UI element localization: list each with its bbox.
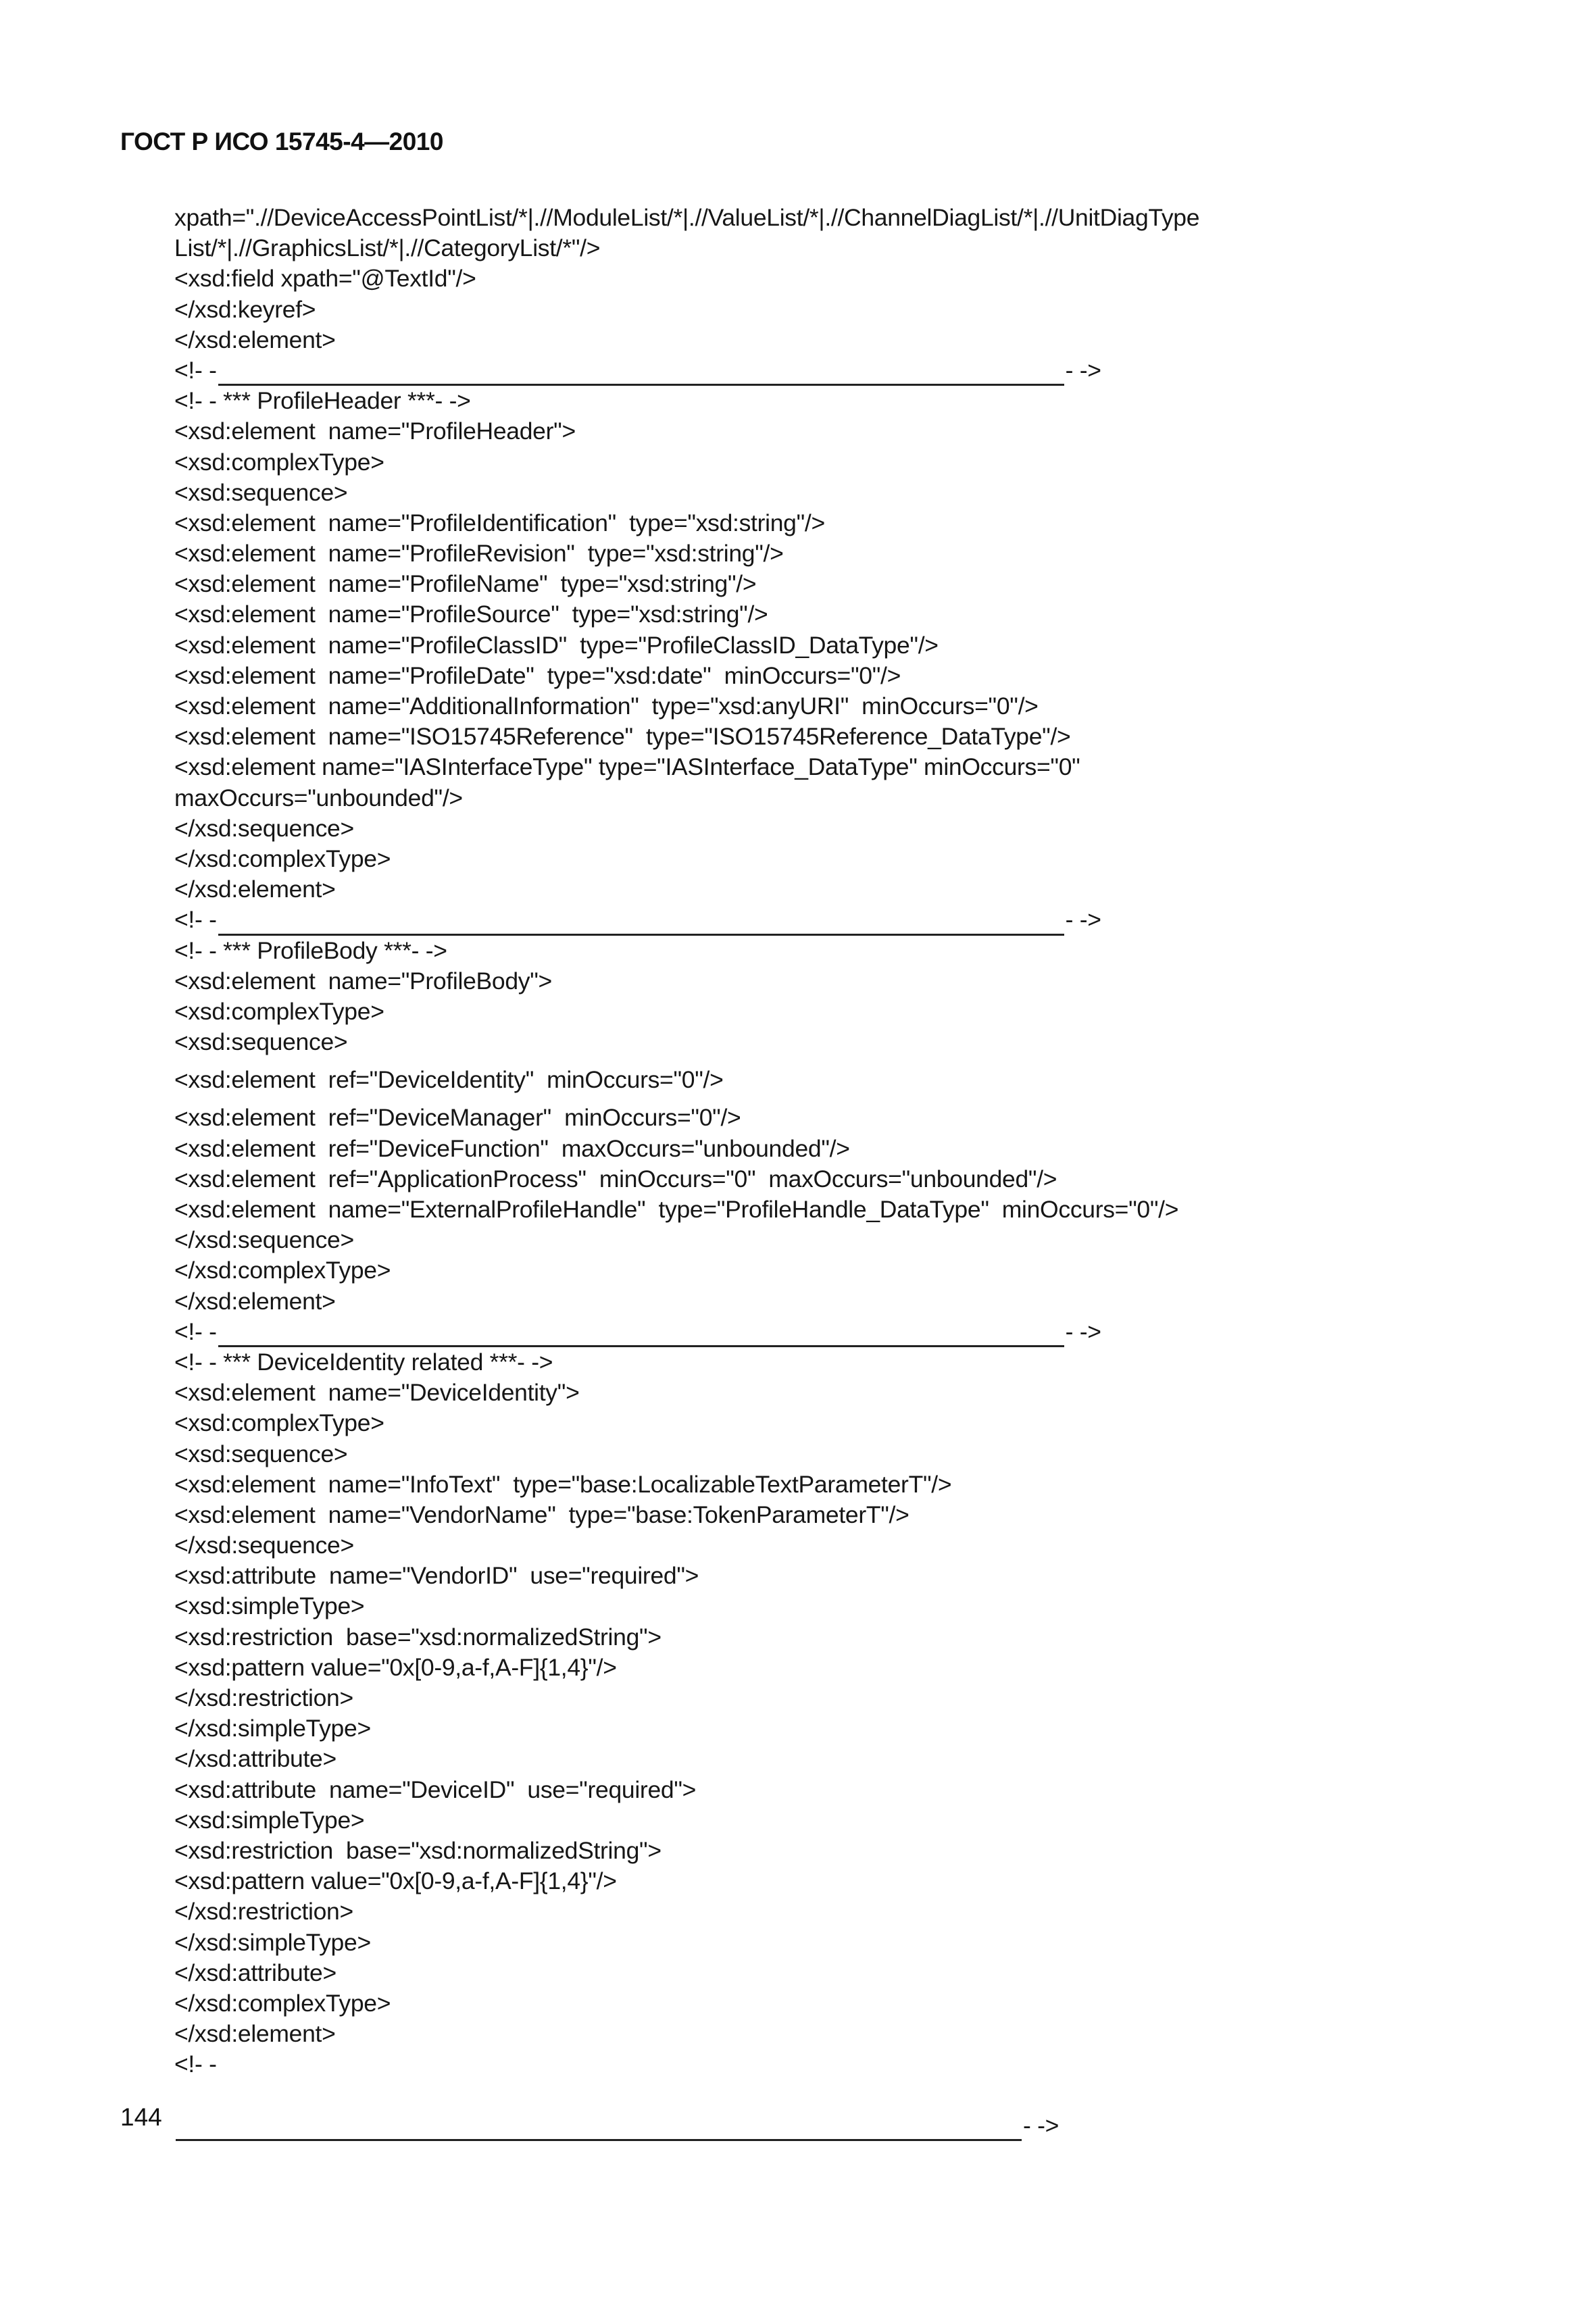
code-line: <xsd:attribute name="VendorID" use="required"> xyxy=(174,1562,699,1590)
code-line: </xsd:element> xyxy=(174,1287,336,1315)
code-line: </xsd:complexType> xyxy=(174,1989,391,2017)
code-line: <xsd:element name="ExternalProfileHandle" type="ProfileHandle_DataType" minOccurs="0"/> xyxy=(174,1196,1179,1223)
separator-end: - -> xyxy=(1065,1317,1101,1345)
code-line: </xsd:restriction> xyxy=(174,1684,353,1711)
code-line: </xsd:sequence> xyxy=(174,814,354,842)
comment-separator xyxy=(174,355,1445,386)
code-line: </xsd:complexType> xyxy=(174,845,391,872)
code-line: </xsd:element> xyxy=(174,876,336,903)
code-line: <xsd:element name="AdditionalInformation" type="xsd:anyURI" minOccurs="0"/> xyxy=(174,693,1039,720)
code-line: </xsd:simpleType> xyxy=(174,1715,371,1742)
separator-rule xyxy=(218,1324,1064,1347)
code-line: <xsd:element name="ProfileClassID" type="ProfileClassID_DataType"/> xyxy=(174,631,939,659)
code-line: List/*|.//GraphicsList/*|.//CategoryList/*"/> xyxy=(174,234,601,262)
code-line: <xsd:element name="IASInterfaceType" type="IASInterface_DataType" minOccurs="0" xyxy=(174,753,1080,781)
separator-start: <!- - xyxy=(174,1317,217,1345)
code-line: <xsd:pattern value="0x[0-9,a-f,A-F]{1,4}"/> xyxy=(174,1867,617,1895)
code-line: <xsd:element ref="DeviceIdentity" minOccurs="0"/> xyxy=(174,1066,724,1094)
document-header-title: ГОСТ Р ИСО 15745-4—2010 xyxy=(120,128,443,155)
code-line: <xsd:element name="ProfileBody"> xyxy=(174,967,552,995)
code-line: <xsd:element name="ProfileHeader"> xyxy=(174,418,576,445)
code-line: xpath=".//DeviceAccessPointList/*|.//ModuleList/*|.//ValueList/*|.//ChannelDiagList/*|.//UnitDiagType xyxy=(174,204,1200,231)
code-line: <xsd:field xpath="@TextId"/> xyxy=(174,265,476,293)
code-line: </xsd:sequence> xyxy=(174,1226,354,1254)
code-line: <!- - *** DeviceIdentity related ***- -> xyxy=(174,1348,553,1376)
code-line xyxy=(174,2080,1445,2110)
separator-end: - -> xyxy=(1065,906,1101,934)
comment-separator xyxy=(174,1317,1445,1347)
code-line: <xsd:restriction base="xsd:normalizedString"> xyxy=(174,1836,662,1864)
code-line: </xsd:attribute> xyxy=(174,1959,336,1986)
code-line: </xsd:sequence> xyxy=(174,1532,354,1559)
separator-rule xyxy=(176,2117,1022,2141)
code-line: </xsd:complexType> xyxy=(174,1257,391,1284)
code-line: <xsd:element name="ProfileSource" type="xsd:string"/> xyxy=(174,601,768,628)
code-line: <xsd:complexType> xyxy=(174,997,384,1025)
code-line: <xsd:element name="ProfileName" type="xsd:string"/> xyxy=(174,570,757,598)
code-line: <xsd:element name="ProfileDate" type="xsd:date" minOccurs="0"/> xyxy=(174,661,901,689)
code-line: <xsd:element name="InfoText" type="base:LocalizableTextParameterT"/> xyxy=(174,1470,952,1498)
code-line: <xsd:element ref="ApplicationProcess" minOccurs="0" maxOccurs="unbounded"/> xyxy=(174,1165,1057,1192)
code-line: maxOccurs="unbounded"/> xyxy=(174,784,463,811)
code-line: </xsd:simpleType> xyxy=(174,1928,371,1956)
code-line: <xsd:element name="ProfileRevision" type="xsd:string"/> xyxy=(174,540,784,568)
code-line: <xsd:complexType> xyxy=(174,448,384,476)
code-line: <!- - xyxy=(174,2051,217,2078)
code-line: <xsd:sequence> xyxy=(174,478,348,506)
separator-end: - -> xyxy=(1065,356,1101,384)
code-line: <xsd:sequence> xyxy=(174,1028,348,1056)
code-line: </xsd:element> xyxy=(174,2020,336,2048)
code-line: <xsd:element ref="DeviceFunction" maxOccurs="unbounded"/> xyxy=(174,1134,850,1162)
code-line: <xsd:sequence> xyxy=(174,1440,348,1467)
code-line: </xsd:element> xyxy=(174,326,336,353)
comment-separator xyxy=(174,905,1445,935)
code-line: <xsd:element name="ProfileIdentification" type="xsd:string"/> xyxy=(174,509,825,536)
code-line: <!- - *** ProfileHeader ***- -> xyxy=(174,387,471,415)
xsd-code-listing xyxy=(174,203,1445,2141)
code-line: <xsd:complexType> xyxy=(174,1409,384,1437)
code-line: <xsd:pattern value="0x[0-9,a-f,A-F]{1,4}"/> xyxy=(174,1653,617,1681)
code-line: </xsd:attribute> xyxy=(174,1745,336,1773)
code-line: <!- - *** ProfileBody ***- -> xyxy=(174,936,447,964)
separator-start: <!- - xyxy=(174,356,217,384)
code-line: </xsd:keyref> xyxy=(174,295,316,323)
code-line: <xsd:element ref="DeviceManager" minOccurs="0"/> xyxy=(174,1104,741,1132)
code-line: <xsd:element name="DeviceIdentity"> xyxy=(174,1379,580,1407)
code-line: <xsd:simpleType> xyxy=(174,1806,365,1834)
separator-rule xyxy=(218,912,1064,936)
separator-end: - -> xyxy=(1023,2111,1059,2139)
page-number: 144 xyxy=(120,2103,162,2131)
code-line: <xsd:simpleType> xyxy=(174,1592,365,1620)
code-line: <xsd:element name="VendorName" type="base:TokenParameterT"/> xyxy=(174,1501,909,1528)
code-line: <xsd:attribute name="DeviceID" use="required"> xyxy=(174,1776,697,1803)
separator-start: <!- - xyxy=(174,906,217,934)
code-line: <xsd:element name="ISO15745Reference" type="ISO15745Reference_DataType"/> xyxy=(174,723,1071,751)
comment-separator xyxy=(174,2111,1445,2141)
separator-rule xyxy=(218,362,1064,386)
code-line: <xsd:restriction base="xsd:normalizedString"> xyxy=(174,1623,662,1651)
code-line: </xsd:restriction> xyxy=(174,1898,353,1926)
